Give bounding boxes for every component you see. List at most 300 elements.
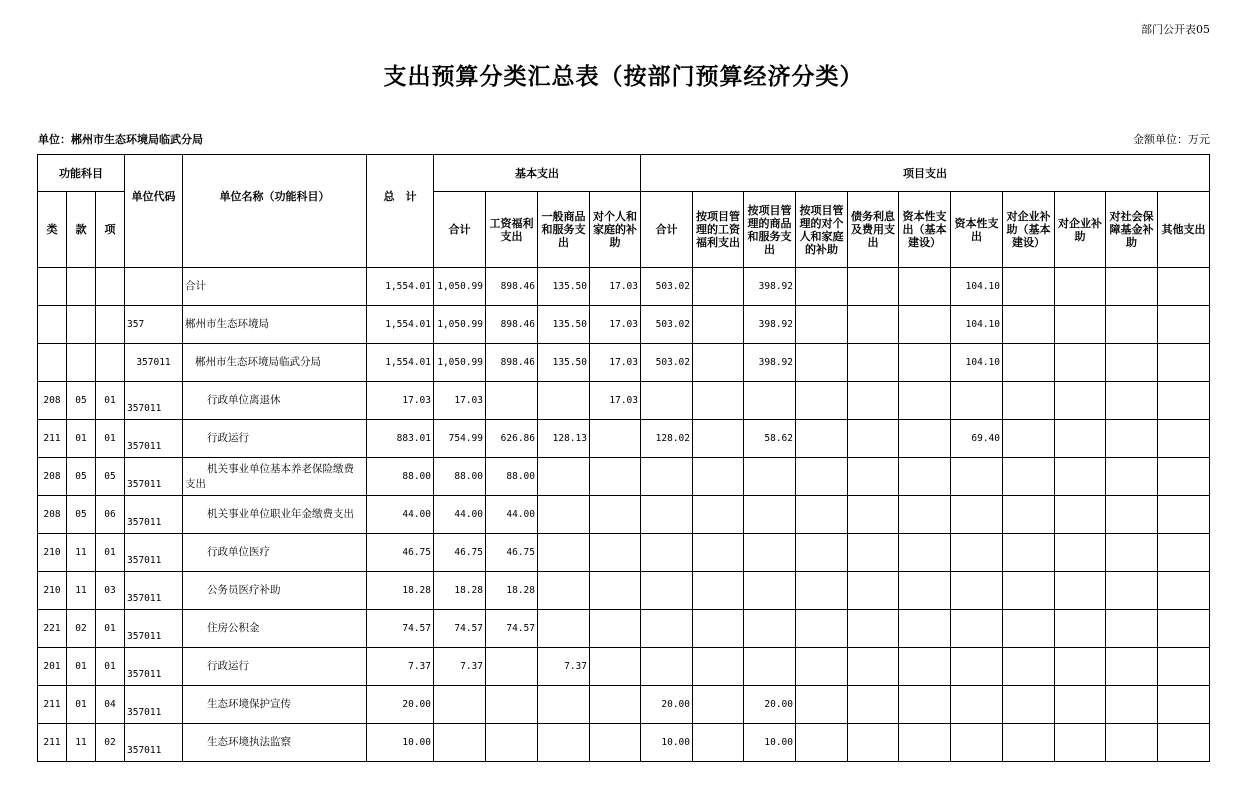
cell-project-goods-services: 398.92	[744, 268, 796, 306]
cell-project-salary	[693, 610, 744, 648]
cell-basic-goods-services: 135.50	[538, 306, 590, 344]
cell-project-social-security	[1106, 610, 1158, 648]
cell-basic-total: 7.37	[434, 648, 486, 686]
cell-project-total	[641, 610, 693, 648]
cell-basic-total: 1,050.99	[434, 344, 486, 382]
table-row	[38, 686, 1210, 724]
cell-project-capital-construction	[899, 724, 951, 762]
cell-total: 20.00	[367, 686, 434, 724]
cell-unit-code: 357011	[125, 648, 183, 686]
header-project-total: 合计	[641, 192, 693, 268]
cell-unit-code: 357011	[125, 724, 183, 762]
cell-unit-name: 郴州市生态环境局	[183, 306, 367, 344]
cell-project-enterprise-construction	[1003, 420, 1055, 458]
cell-project-salary	[693, 648, 744, 686]
cell-basic-individual-subsidy	[590, 496, 641, 534]
cell-project-debt-interest	[848, 268, 899, 306]
cell-project-individual-subsidy	[796, 268, 848, 306]
header-project-goods-services: 按项目管理的商品和服务支出	[744, 192, 796, 268]
cell-project-salary	[693, 344, 744, 382]
cell-total: 7.37	[367, 648, 434, 686]
cell-basic-individual-subsidy	[590, 610, 641, 648]
cell-project-individual-subsidy	[796, 420, 848, 458]
cell-basic-individual-subsidy: 17.03	[590, 268, 641, 306]
cell-basic-salary: 898.46	[486, 268, 538, 306]
cell-project-capital	[951, 648, 1003, 686]
header-kuan: 款	[67, 192, 96, 268]
money-unit-label: 金额单位：万元	[1133, 133, 1210, 146]
cell-unit-name: 住房公积金	[183, 610, 367, 648]
cell-project-individual-subsidy	[796, 458, 848, 496]
cell-kuan: 05	[67, 496, 96, 534]
cell-total: 74.57	[367, 610, 434, 648]
cell-project-enterprise-subsidy	[1055, 496, 1106, 534]
cell-project-goods-services: 398.92	[744, 306, 796, 344]
cell-unit-name: 生态环境保护宣传	[183, 686, 367, 724]
cell-unit-name: 机关事业单位基本养老保险缴费支出	[183, 458, 367, 496]
cell-unit-code: 357011	[125, 344, 183, 382]
cell-kuan: 01	[67, 420, 96, 458]
header-project-capital: 资本性支出	[951, 192, 1003, 268]
cell-unit-name: 公务员医疗补助	[183, 572, 367, 610]
cell-basic-total	[434, 686, 486, 724]
header-unit-name: 单位名称（功能科目）	[183, 155, 367, 268]
cell-project-enterprise-construction	[1003, 572, 1055, 610]
cell-project-capital-construction	[899, 686, 951, 724]
cell-project-enterprise-construction	[1003, 496, 1055, 534]
cell-project-social-security	[1106, 686, 1158, 724]
cell-basic-goods-services: 128.13	[538, 420, 590, 458]
cell-basic-goods-services	[538, 534, 590, 572]
header-basic-individual-subsidy: 对个人和家庭的补助	[590, 192, 641, 268]
cell-kuan	[67, 306, 96, 344]
cell-project-capital-construction	[899, 572, 951, 610]
cell-project-goods-services	[744, 610, 796, 648]
cell-unit-code: 357011	[125, 382, 183, 420]
cell-xiang: 01	[96, 420, 125, 458]
cell-project-debt-interest	[848, 724, 899, 762]
table-row	[38, 382, 1210, 420]
cell-xiang: 01	[96, 382, 125, 420]
cell-unit-code: 357011	[125, 458, 183, 496]
cell-kuan: 11	[67, 572, 96, 610]
cell-project-total: 128.02	[641, 420, 693, 458]
header-basic-expense: 基本支出	[434, 155, 641, 192]
cell-project-enterprise-subsidy	[1055, 724, 1106, 762]
cell-basic-salary: 898.46	[486, 306, 538, 344]
cell-unit-name: 生态环境执法监察	[183, 724, 367, 762]
cell-lei: 211	[38, 686, 67, 724]
cell-basic-salary	[486, 382, 538, 420]
cell-project-other	[1158, 420, 1210, 458]
cell-project-other	[1158, 686, 1210, 724]
header-unit-code: 单位代码	[125, 155, 183, 268]
cell-total: 88.00	[367, 458, 434, 496]
cell-project-enterprise-construction	[1003, 344, 1055, 382]
cell-basic-individual-subsidy	[590, 686, 641, 724]
cell-basic-goods-services	[538, 686, 590, 724]
document-number: 部门公开表05	[1141, 23, 1210, 36]
cell-basic-salary: 46.75	[486, 534, 538, 572]
cell-project-capital: 104.10	[951, 306, 1003, 344]
cell-project-salary	[693, 268, 744, 306]
table-row	[38, 648, 1210, 686]
cell-basic-total	[434, 724, 486, 762]
table-header	[38, 155, 1210, 268]
cell-basic-individual-subsidy: 17.03	[590, 306, 641, 344]
cell-project-debt-interest	[848, 382, 899, 420]
cell-project-salary	[693, 420, 744, 458]
cell-project-capital	[951, 572, 1003, 610]
cell-project-individual-subsidy	[796, 496, 848, 534]
cell-lei: 208	[38, 382, 67, 420]
cell-basic-goods-services	[538, 724, 590, 762]
cell-project-debt-interest	[848, 686, 899, 724]
cell-project-debt-interest	[848, 420, 899, 458]
cell-project-capital-construction	[899, 420, 951, 458]
cell-xiang: 01	[96, 648, 125, 686]
cell-project-capital-construction	[899, 344, 951, 382]
table-row	[38, 458, 1210, 496]
cell-project-debt-interest	[848, 534, 899, 572]
cell-project-other	[1158, 534, 1210, 572]
cell-project-social-security	[1106, 724, 1158, 762]
cell-project-enterprise-subsidy	[1055, 458, 1106, 496]
cell-project-capital	[951, 382, 1003, 420]
table-row	[38, 496, 1210, 534]
cell-total: 18.28	[367, 572, 434, 610]
cell-lei: 210	[38, 534, 67, 572]
cell-basic-goods-services	[538, 382, 590, 420]
cell-project-capital	[951, 534, 1003, 572]
header-basic-goods-services: 一般商品和服务支出	[538, 192, 590, 268]
cell-unit-name: 合计	[183, 268, 367, 306]
cell-project-capital-construction	[899, 648, 951, 686]
cell-lei: 211	[38, 724, 67, 762]
cell-xiang: 01	[96, 610, 125, 648]
cell-project-individual-subsidy	[796, 686, 848, 724]
cell-project-capital-construction	[899, 382, 951, 420]
cell-project-capital: 69.40	[951, 420, 1003, 458]
cell-lei	[38, 344, 67, 382]
cell-kuan: 05	[67, 458, 96, 496]
cell-basic-goods-services	[538, 496, 590, 534]
cell-project-other	[1158, 610, 1210, 648]
cell-project-other	[1158, 382, 1210, 420]
cell-project-social-security	[1106, 382, 1158, 420]
cell-project-enterprise-subsidy	[1055, 610, 1106, 648]
cell-xiang: 04	[96, 686, 125, 724]
cell-basic-goods-services	[538, 458, 590, 496]
cell-kuan: 02	[67, 610, 96, 648]
cell-project-salary	[693, 534, 744, 572]
cell-basic-individual-subsidy	[590, 572, 641, 610]
cell-project-enterprise-construction	[1003, 534, 1055, 572]
cell-project-goods-services	[744, 648, 796, 686]
cell-basic-salary: 18.28	[486, 572, 538, 610]
cell-project-debt-interest	[848, 572, 899, 610]
cell-project-goods-services: 20.00	[744, 686, 796, 724]
cell-basic-salary	[486, 686, 538, 724]
cell-lei: 210	[38, 572, 67, 610]
header-func-subject: 功能科目	[38, 155, 125, 192]
cell-project-capital	[951, 496, 1003, 534]
cell-project-individual-subsidy	[796, 610, 848, 648]
cell-project-other	[1158, 572, 1210, 610]
cell-basic-total: 46.75	[434, 534, 486, 572]
cell-kuan	[67, 344, 96, 382]
cell-project-enterprise-subsidy	[1055, 344, 1106, 382]
cell-project-total: 20.00	[641, 686, 693, 724]
header-project-salary: 按项目管理的工资福利支出	[693, 192, 744, 268]
header-project-social-security: 对社会保障基金补助	[1106, 192, 1158, 268]
header-basic-total: 合计	[434, 192, 486, 268]
cell-project-other	[1158, 268, 1210, 306]
cell-basic-goods-services	[538, 572, 590, 610]
cell-lei: 201	[38, 648, 67, 686]
cell-project-social-security	[1106, 306, 1158, 344]
cell-project-other	[1158, 648, 1210, 686]
cell-project-salary	[693, 306, 744, 344]
cell-project-salary	[693, 572, 744, 610]
cell-lei	[38, 268, 67, 306]
cell-xiang	[96, 344, 125, 382]
cell-project-social-security	[1106, 496, 1158, 534]
cell-project-capital: 104.10	[951, 344, 1003, 382]
cell-basic-individual-subsidy	[590, 458, 641, 496]
cell-project-total	[641, 648, 693, 686]
cell-basic-goods-services: 135.50	[538, 268, 590, 306]
cell-project-salary	[693, 724, 744, 762]
cell-project-individual-subsidy	[796, 306, 848, 344]
cell-kuan: 01	[67, 648, 96, 686]
cell-total: 883.01	[367, 420, 434, 458]
table-body	[38, 268, 1210, 762]
cell-basic-total: 1,050.99	[434, 268, 486, 306]
cell-basic-total: 754.99	[434, 420, 486, 458]
cell-total: 17.03	[367, 382, 434, 420]
cell-unit-code: 357011	[125, 686, 183, 724]
cell-project-individual-subsidy	[796, 648, 848, 686]
header-project-debt-interest: 债务利息及费用支出	[848, 192, 899, 268]
cell-project-capital-construction	[899, 496, 951, 534]
cell-lei	[38, 306, 67, 344]
table-row	[38, 534, 1210, 572]
cell-project-social-security	[1106, 648, 1158, 686]
cell-project-enterprise-subsidy	[1055, 534, 1106, 572]
cell-project-enterprise-subsidy	[1055, 572, 1106, 610]
cell-project-enterprise-subsidy	[1055, 420, 1106, 458]
cell-project-social-security	[1106, 420, 1158, 458]
page-title: 支出预算分类汇总表（按部门预算经济分类）	[383, 63, 864, 90]
cell-project-other	[1158, 458, 1210, 496]
cell-project-enterprise-subsidy	[1055, 686, 1106, 724]
cell-unit-name: 行政运行	[183, 420, 367, 458]
cell-kuan: 11	[67, 724, 96, 762]
cell-project-goods-services	[744, 534, 796, 572]
cell-project-capital-construction	[899, 458, 951, 496]
cell-project-enterprise-construction	[1003, 610, 1055, 648]
cell-project-enterprise-construction	[1003, 686, 1055, 724]
cell-project-debt-interest	[848, 648, 899, 686]
cell-unit-code: 357011	[125, 496, 183, 534]
cell-basic-salary: 626.86	[486, 420, 538, 458]
cell-total: 10.00	[367, 724, 434, 762]
cell-basic-goods-services: 135.50	[538, 344, 590, 382]
cell-basic-goods-services: 7.37	[538, 648, 590, 686]
cell-xiang	[96, 268, 125, 306]
cell-unit-name: 机关事业单位职业年金缴费支出	[183, 496, 367, 534]
header-project-enterprise-subsidy: 对企业补助	[1055, 192, 1106, 268]
cell-unit-name: 郴州市生态环境局临武分局	[183, 344, 367, 382]
cell-project-goods-services: 398.92	[744, 344, 796, 382]
cell-basic-total: 44.00	[434, 496, 486, 534]
cell-xiang: 05	[96, 458, 125, 496]
cell-project-total	[641, 572, 693, 610]
cell-unit-code: 357011	[125, 572, 183, 610]
cell-xiang: 03	[96, 572, 125, 610]
cell-total: 1,554.01	[367, 344, 434, 382]
cell-basic-salary: 898.46	[486, 344, 538, 382]
header-project-other: 其他支出	[1158, 192, 1210, 268]
cell-basic-individual-subsidy	[590, 724, 641, 762]
cell-project-debt-interest	[848, 458, 899, 496]
cell-project-total	[641, 382, 693, 420]
cell-project-total	[641, 534, 693, 572]
cell-project-enterprise-construction	[1003, 268, 1055, 306]
cell-basic-salary	[486, 648, 538, 686]
cell-project-debt-interest	[848, 306, 899, 344]
cell-project-individual-subsidy	[796, 572, 848, 610]
cell-project-other	[1158, 306, 1210, 344]
cell-project-enterprise-subsidy	[1055, 382, 1106, 420]
cell-kuan	[67, 268, 96, 306]
cell-project-individual-subsidy	[796, 724, 848, 762]
cell-project-salary	[693, 496, 744, 534]
header-project-enterprise-construction: 对企业补助（基本建设）	[1003, 192, 1055, 268]
budget-table	[37, 154, 1210, 762]
table-row	[38, 268, 1210, 306]
table-row	[38, 572, 1210, 610]
cell-basic-total: 74.57	[434, 610, 486, 648]
cell-unit-name: 行政单位医疗	[183, 534, 367, 572]
cell-project-total	[641, 496, 693, 534]
cell-lei: 211	[38, 420, 67, 458]
cell-project-salary	[693, 458, 744, 496]
header-total: 总 计	[367, 155, 434, 268]
cell-project-enterprise-construction	[1003, 724, 1055, 762]
cell-project-individual-subsidy	[796, 344, 848, 382]
cell-unit-code	[125, 268, 183, 306]
table-row	[38, 610, 1210, 648]
cell-total: 44.00	[367, 496, 434, 534]
cell-basic-individual-subsidy	[590, 648, 641, 686]
cell-basic-total: 1,050.99	[434, 306, 486, 344]
cell-total: 1,554.01	[367, 306, 434, 344]
cell-project-debt-interest	[848, 610, 899, 648]
cell-basic-individual-subsidy	[590, 534, 641, 572]
cell-basic-total: 18.28	[434, 572, 486, 610]
cell-basic-individual-subsidy: 17.03	[590, 344, 641, 382]
cell-project-total: 503.02	[641, 306, 693, 344]
cell-project-individual-subsidy	[796, 534, 848, 572]
cell-project-debt-interest	[848, 344, 899, 382]
header-project-expense: 项目支出	[641, 155, 1210, 192]
cell-project-capital-construction	[899, 268, 951, 306]
cell-unit-code: 357011	[125, 534, 183, 572]
cell-project-enterprise-subsidy	[1055, 648, 1106, 686]
cell-basic-salary: 74.57	[486, 610, 538, 648]
cell-unit-name: 行政单位离退休	[183, 382, 367, 420]
cell-basic-individual-subsidy	[590, 420, 641, 458]
header-lei: 类	[38, 192, 67, 268]
cell-project-enterprise-construction	[1003, 306, 1055, 344]
cell-basic-salary	[486, 724, 538, 762]
header-xiang: 项	[96, 192, 125, 268]
cell-project-enterprise-construction	[1003, 458, 1055, 496]
cell-project-total: 503.02	[641, 344, 693, 382]
cell-project-social-security	[1106, 458, 1158, 496]
header-basic-salary: 工资福利支出	[486, 192, 538, 268]
table-row	[38, 306, 1210, 344]
cell-project-enterprise-construction	[1003, 648, 1055, 686]
cell-project-goods-services	[744, 572, 796, 610]
cell-project-debt-interest	[848, 496, 899, 534]
cell-project-salary	[693, 686, 744, 724]
cell-project-social-security	[1106, 572, 1158, 610]
cell-project-enterprise-subsidy	[1055, 306, 1106, 344]
cell-total: 46.75	[367, 534, 434, 572]
header-project-individual-subsidy: 按项目管理的对个人和家庭的补助	[796, 192, 848, 268]
cell-basic-goods-services	[538, 610, 590, 648]
cell-unit-code: 357011	[125, 610, 183, 648]
cell-project-goods-services	[744, 382, 796, 420]
cell-project-salary	[693, 382, 744, 420]
cell-lei: 208	[38, 496, 67, 534]
table-row	[38, 724, 1210, 762]
cell-project-social-security	[1106, 344, 1158, 382]
cell-project-other	[1158, 496, 1210, 534]
cell-project-capital	[951, 458, 1003, 496]
cell-xiang: 06	[96, 496, 125, 534]
cell-xiang: 02	[96, 724, 125, 762]
cell-project-capital-construction	[899, 306, 951, 344]
cell-project-individual-subsidy	[796, 382, 848, 420]
cell-project-goods-services	[744, 496, 796, 534]
cell-project-other	[1158, 344, 1210, 382]
cell-project-total: 10.00	[641, 724, 693, 762]
cell-project-total: 503.02	[641, 268, 693, 306]
cell-unit-name: 行政运行	[183, 648, 367, 686]
cell-basic-total: 88.00	[434, 458, 486, 496]
cell-xiang	[96, 306, 125, 344]
cell-project-social-security	[1106, 268, 1158, 306]
cell-total: 1,554.01	[367, 268, 434, 306]
table-row	[38, 420, 1210, 458]
cell-lei: 208	[38, 458, 67, 496]
cell-project-enterprise-subsidy	[1055, 268, 1106, 306]
unit-label: 单位：郴州市生态环境局临武分局	[38, 133, 203, 146]
cell-project-capital-construction	[899, 534, 951, 572]
cell-project-capital	[951, 610, 1003, 648]
cell-project-goods-services	[744, 458, 796, 496]
cell-kuan: 05	[67, 382, 96, 420]
cell-project-total	[641, 458, 693, 496]
cell-project-social-security	[1106, 534, 1158, 572]
cell-project-goods-services: 58.62	[744, 420, 796, 458]
cell-kuan: 01	[67, 686, 96, 724]
cell-project-enterprise-construction	[1003, 382, 1055, 420]
